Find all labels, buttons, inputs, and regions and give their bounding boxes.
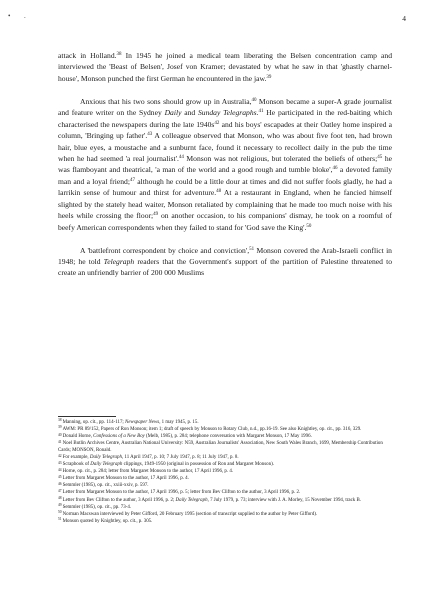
text-run: attack in Holland. (58, 51, 117, 60)
footnote (58, 518, 392, 525)
text-run: he was flamboyant and theatrical, 'a man of the world and a good rough and tumble bloke', (58, 154, 392, 175)
italic-title: Newspaper News (125, 420, 160, 425)
text-run: Monson covered the Arab-Israeli conflict in 1948; he told (58, 245, 392, 267)
footnote-reference: 39 (266, 74, 272, 80)
text-run: a devoted family man and a loyal friend; (58, 165, 392, 186)
text-run: Noel Butlin Archives Centre, Australian National University: N59, Australian Journalists' Association, New South Wales Branch, 1699, Membership Contribution Cards; MONSON, Ronald. (58, 441, 383, 454)
footnote-number: 44 (58, 467, 62, 472)
footnote (58, 475, 392, 482)
text-run: Donald Horne, (62, 434, 94, 440)
paragraph-gap (58, 233, 392, 244)
footnote-reference: 40 (251, 97, 257, 103)
footnote-reference: 41 (258, 109, 264, 115)
footnote-reference: 51 (249, 246, 255, 252)
footnote-reference: 45 (377, 155, 383, 161)
text-run: Manning, op. cit., pp. 114-117; (62, 420, 126, 425)
paragraph (58, 96, 392, 233)
footnote-number: 49 (58, 502, 62, 507)
footnote (58, 433, 392, 440)
footnote-number: 42 (58, 453, 62, 458)
footnote-reference: 49 (153, 212, 159, 218)
text-run: Horne, op. cit., p. 284; letter from Margaret Monson to the author, 17 April 1996, p. 4. (62, 469, 234, 475)
footnote-number: 51 (58, 517, 62, 522)
text-run: and his boys' escapades at their Oatley home inspired a column, 'Bringing up father'. (58, 119, 392, 141)
text-run: In 1945 he joined a medical team liberating the Belsen concentration camp and interviewed the 'Beast of Belsen', Josef von Kramer; devastated by what he saw in that 'ghastly charnel-house', Monson punched the first German he encountered in the jaw. (58, 51, 392, 83)
footnote-reference: 46 (332, 166, 338, 172)
text-run: A 'battlefront correspondent by choice and conviction', (80, 245, 250, 255)
text-run: (Melb, 1985), p. 284; telephone conversation with Margaret Monson, 17 May 1996. (144, 434, 312, 440)
footnote-number: 45 (58, 474, 62, 479)
italic-title: Daily Telegraph (175, 497, 208, 503)
footnote-number: 46 (58, 481, 62, 486)
text-run: Anxious that his two sons should grow up in Australia, (80, 96, 252, 106)
text-run: Monson was not religious, but tolerated the beliefs of others; (183, 154, 378, 164)
footnote-reference: 38 (116, 52, 122, 57)
italic-title: Sunday Telegraphs (197, 108, 257, 118)
footnote-divider (58, 416, 116, 417)
footnote-number: 40 (58, 432, 62, 437)
footnote-reference: 44 (178, 155, 184, 161)
footnote-number: 48 (58, 495, 62, 500)
italic-title: Daily Telegraph (89, 455, 122, 461)
text-run: Scrapbook of (62, 462, 91, 468)
footnote-number: 47 (58, 488, 62, 493)
text-run: At a restaurant in England, when he fancied himself slighted by the stately head waiter, Monson retaliated by complaining that he made too much noise with his heels while crossing the floor; (58, 188, 392, 221)
footnote (58, 426, 392, 433)
text-run: . (256, 108, 259, 118)
footnote (58, 440, 392, 454)
text-run: Norman Macswan interviewed by Peter Gifford, 20 February 1995 (section of transcript supplied to the author by Peter Gifford). (62, 511, 318, 517)
body-text (58, 50, 392, 279)
text-run: For example, (62, 455, 90, 461)
footnote-number: 39 (58, 425, 62, 430)
italic-title: Telegraph (103, 257, 135, 267)
footnote (58, 468, 392, 475)
text-run: Letter from Bev Clifton to the author, 3 April 1996, p. 2; (62, 497, 176, 503)
footnote-number: 38 (58, 418, 62, 423)
italic-title: Confessions of a New Boy (93, 434, 145, 440)
text-run: Letter from Margaret Monson to the author, 17 April 1996, p. 5; letter from Bev Clifton to the author, 3 April 1996, p. 2. (62, 490, 301, 496)
text-run: on another occasion, to his companions' dismay, he took on a roomful of beefy American correspondents when they failed to stand for 'God save the King'. (58, 211, 392, 232)
text-run: AWM: PR 89/152, Papers of Ron Monson; item 1; draft of speech by Monson to Rotary Club, n.d., pp.16-19. See also Knightley, op. cit., pp. 316, 329. (62, 427, 362, 433)
scan-mark: • (8, 12, 11, 20)
text-run: although he could be a little dour at times and did not suffer fools gladly, he had a larrikin sense of humour and thirst for adventure. (58, 176, 392, 198)
text-run: Letter from Margaret Monson to the author, 17 April 1996, p. 4. (62, 476, 189, 482)
footnote-reference: 42 (214, 120, 220, 126)
footnote-number: 43 (58, 460, 62, 465)
footnote (58, 461, 392, 468)
footnote (58, 504, 392, 511)
text-run: and (181, 108, 198, 118)
page-number: 4 (402, 14, 406, 23)
footnote (58, 454, 392, 461)
text-run: , 1 may 1945, p. 15. (159, 420, 199, 425)
footnote (58, 419, 392, 426)
paragraph (58, 245, 392, 279)
text-run: Semmler (1985), op. cit., xxiii-xxiv, p. 597. (62, 483, 149, 489)
italic-title: Daily (164, 108, 182, 118)
text-run: Semmler (1985), op. cit., pp. 73-4. (62, 504, 132, 510)
scan-mark: . (24, 12, 26, 20)
footnote-number: 50 (58, 510, 62, 515)
text-run: He participated in the red-baiting which characterised the newspapers during the late 1940s (58, 108, 392, 129)
text-run: readers that the Government's support of the partition of Palestine threatened to create an unfriendly barrier of 200 000 Muslims (58, 257, 392, 278)
footnote-reference: 43 (147, 132, 153, 138)
paragraph-gap (58, 84, 392, 95)
footnote-reference: 48 (216, 189, 222, 195)
text-run: , 7 July 1979, p. 73; interview with J. A. Morley, 15 November 1994, track B. (207, 497, 362, 503)
footnote-reference: 50 (306, 223, 312, 229)
footnote-number: 41 (58, 439, 62, 444)
footnote (58, 482, 392, 489)
italic-title: Daily Telegraph (90, 462, 123, 468)
footnotes (58, 419, 392, 525)
footnote (58, 497, 392, 504)
paragraph (58, 50, 392, 84)
text-run: Monson became a super-A grade journalist and feature writer on the Sydney (58, 96, 393, 118)
text-run: clippings, 1949-1950 (original in possession of Ron and Margaret Monson). (122, 462, 274, 468)
text-run: Monson quoted by Knightley, op. cit., p. 305. (62, 518, 153, 524)
text-run: A colleague observed that Monson, who was about five foot ten, had brown hair, blue eyes, a moustache and a sunburnt face, found it necessary to recollect daily in the pub the time when he had seemed 'a real journalist'. (58, 131, 392, 164)
footnote (58, 511, 392, 518)
text-run: , 11 April 1947, p. 10; 7 July 1947, p. 8; 11 July 1947, p. 8. (121, 455, 239, 461)
footnote-reference: 47 (129, 177, 135, 183)
footnote (58, 489, 392, 496)
